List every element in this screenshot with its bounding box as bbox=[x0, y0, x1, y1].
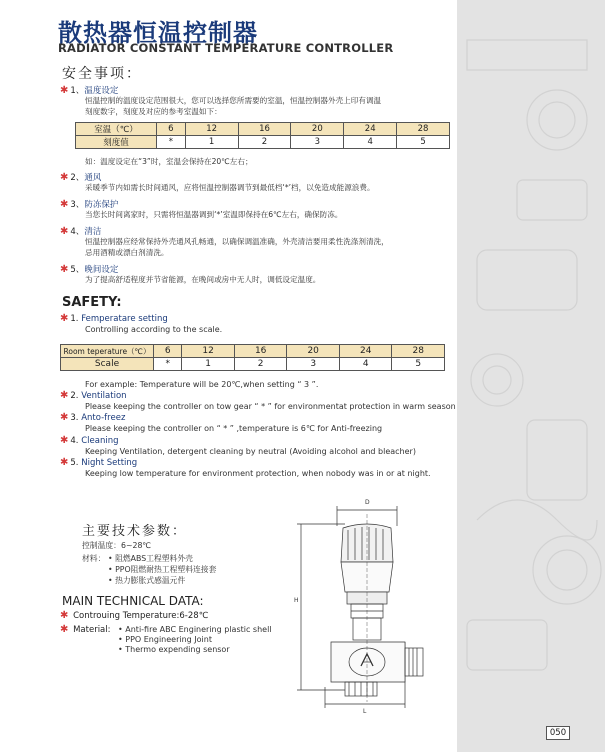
decorative-sidebar bbox=[457, 0, 605, 752]
safety-cn-item-5-text: 为了提高舒适程度并节省能源，在晚间或房中无人时，调低设定温度。 bbox=[85, 275, 321, 284]
scale-table-en: Room teperature（℃） 6 12 16 20 24 28 Scale * 1 2 3 4 5 bbox=[60, 344, 445, 371]
safety-en-item-2: ✱ 2. Ventilation bbox=[60, 390, 127, 401]
page-subtitle: RADIATOR CONSTANT TEMPERATURE CONTROLLER bbox=[58, 41, 394, 55]
specs-heading-en: MAIN TECHNICAL DATA: bbox=[62, 594, 204, 608]
safety-cn-item-2-text: 采暖季节内如需长时间通风，应将恒温控制器调节到最低档‘*’档，以免造成能源浪费。 bbox=[85, 183, 375, 192]
safety-en-item-2-text: Please keeping the controller on tow gear “ * ” for environmentat protection in warm season bbox=[85, 402, 456, 411]
scale-table-cn: 室温（℃） 6 12 16 20 24 28 刻度值 * 1 2 3 4 5 bbox=[75, 122, 450, 149]
safety-en-item-5: ✱ 5. Night Setting bbox=[60, 457, 138, 468]
safety-en-item-1-text: Controlling according to the scale. bbox=[85, 325, 223, 334]
dim-h-label: H bbox=[294, 597, 299, 604]
asterisk-icon: ✱ bbox=[60, 390, 69, 401]
safety-en-item-3: ✱ 3. Anto-freez bbox=[60, 412, 126, 423]
safety-en-item-4-text: Keeping Ventilation, detergent cleaning by neutral (Avoiding alcohol and bleacher) bbox=[85, 447, 416, 456]
page-number: 050 bbox=[546, 726, 570, 740]
example-en: For example: Temperature will be 20℃,when setting “ 3 ”. bbox=[85, 380, 319, 389]
asterisk-icon: ✱ bbox=[60, 624, 69, 635]
dim-d-label: D bbox=[365, 499, 370, 506]
safety-en-item-4: ✱ 4. Cleaning bbox=[60, 435, 119, 446]
safety-cn-item-1-text: 恒温控制的温度设定范围很大，您可以选择您所需要的室温，恒温控制器外壳上印有调温 刻度数字，刻度及对应的参考室温如下： bbox=[85, 96, 382, 116]
safety-cn-item-3-text: 当您长时间离家时，只需将恒温器调到‘*’室温即保持在6℃左右，确保防冻。 bbox=[85, 210, 343, 219]
valve-drawing bbox=[285, 492, 445, 717]
specs-cn-materials: • 阻燃ABS工程塑料外壳 • PPO阻燃耐热工程塑料连接套 • 热力膨胀式感温元件 bbox=[108, 554, 217, 585]
dim-l-label: L bbox=[363, 708, 367, 715]
safety-en-item-1: ✱ 1. Femperatare setting bbox=[60, 313, 168, 324]
specs-cn-temp: 控制温度：6~28℃ bbox=[82, 541, 152, 550]
asterisk-icon: ✱ bbox=[60, 264, 69, 275]
asterisk-icon: ✱ bbox=[60, 610, 69, 621]
safety-heading-en: SAFETY: bbox=[62, 295, 122, 310]
specs-en-materials: • Anti-fire ABC Enginering plastic shell • PPO Engineering Joint • Thermo expending sensor bbox=[118, 625, 272, 654]
safety-en-item-3-text: Please keeping the controller on “ * ” ,temperature is 6℃ for Anti-freezing bbox=[85, 424, 383, 433]
safety-heading-cn: 安全事项： bbox=[62, 66, 142, 82]
specs-en-material-label: ✱ Material: bbox=[60, 624, 111, 635]
sidebar-pattern bbox=[457, 0, 605, 752]
safety-cn-item-4: ✱ 4、清洁 bbox=[60, 226, 102, 237]
safety-cn-item-1: ✱ 1、温度设定 bbox=[60, 85, 119, 96]
asterisk-icon: ✱ bbox=[60, 226, 69, 237]
asterisk-icon: ✱ bbox=[60, 172, 69, 183]
example-cn: 如：温度设定在“3”时，室温会保持在20℃左右； bbox=[85, 157, 253, 166]
page-title: 散热器恒温控制器 bbox=[58, 19, 258, 47]
asterisk-icon: ✱ bbox=[60, 313, 69, 324]
safety-en-item-5-text: Keeping low temperature for environment protection, when nobody was in or at night. bbox=[85, 469, 431, 478]
specs-heading-cn: 主要技术参数： bbox=[82, 524, 188, 539]
safety-cn-item-4-text: 恒温控制器应经常保持外壳通风孔畅通，以确保调温准确，外壳清洁要用柔性洗涤剂清洗， 忌用酒精或漂白剂清洗。 bbox=[85, 237, 389, 257]
asterisk-icon: ✱ bbox=[60, 412, 69, 423]
asterisk-icon: ✱ bbox=[60, 85, 69, 96]
safety-cn-item-5: ✱ 5、晚间设定 bbox=[60, 264, 119, 275]
asterisk-icon: ✱ bbox=[60, 435, 69, 446]
safety-cn-item-2: ✱ 2、通风 bbox=[60, 172, 102, 183]
asterisk-icon: ✱ bbox=[60, 457, 69, 468]
specs-en-temp: ✱ Controuing Temperature:6-28℃ bbox=[60, 610, 209, 621]
specs-cn-material-label: 材料： bbox=[82, 554, 106, 563]
safety-cn-item-3: ✱ 3、防冻保护 bbox=[60, 199, 119, 210]
asterisk-icon: ✱ bbox=[60, 199, 69, 210]
